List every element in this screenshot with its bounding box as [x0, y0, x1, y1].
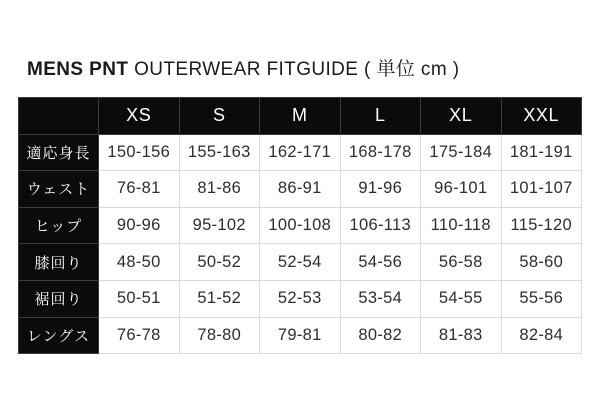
- size-table-head-row: [19, 98, 582, 135]
- size-table-body: [19, 134, 582, 354]
- table-row: [19, 244, 582, 281]
- size-value-cell: 155-163: [179, 134, 260, 171]
- size-value-cell: 54-56: [340, 244, 421, 281]
- size-guide-table: [18, 97, 582, 354]
- column-header-m: M: [260, 98, 341, 135]
- row-label: 適応身長: [19, 134, 99, 171]
- size-value-cell: 115-120: [501, 207, 582, 244]
- size-value-cell: 82-84: [501, 317, 582, 354]
- row-label: レングス: [19, 317, 99, 354]
- size-value-cell: 81-86: [179, 171, 260, 208]
- size-value-cell: 162-171: [260, 134, 341, 171]
- size-value-cell: 52-54: [260, 244, 341, 281]
- page-title: [27, 59, 459, 81]
- table-row: [19, 171, 582, 208]
- size-value-cell: 106-113: [340, 207, 421, 244]
- column-header-xl: XL: [421, 98, 502, 135]
- size-value-cell: 51-52: [179, 280, 260, 317]
- table-row: [19, 207, 582, 244]
- column-header-l: L: [340, 98, 421, 135]
- size-value-cell: 95-102: [179, 207, 260, 244]
- size-value-cell: 81-83: [421, 317, 502, 354]
- size-value-cell: 101-107: [501, 171, 582, 208]
- size-value-cell: 53-54: [340, 280, 421, 317]
- size-value-cell: 58-60: [501, 244, 582, 281]
- column-header-xs: XS: [99, 98, 180, 135]
- size-value-cell: 150-156: [99, 134, 180, 171]
- size-value-cell: 54-55: [421, 280, 502, 317]
- size-value-cell: 110-118: [421, 207, 502, 244]
- table-row: [19, 317, 582, 354]
- size-value-cell: 100-108: [260, 207, 341, 244]
- size-value-cell: 168-178: [340, 134, 421, 171]
- page-title-product: MENS PNT: [27, 59, 129, 80]
- table-row: [19, 280, 582, 317]
- column-header-xxl: XXL: [501, 98, 582, 135]
- row-label: ヒップ: [19, 207, 99, 244]
- row-label: ウェスト: [19, 171, 99, 208]
- size-value-cell: 76-78: [99, 317, 180, 354]
- size-value-cell: 76-81: [99, 171, 180, 208]
- size-value-cell: 48-50: [99, 244, 180, 281]
- size-value-cell: 96-101: [421, 171, 502, 208]
- table-corner-cell: [19, 98, 99, 135]
- row-label: 膝回り: [19, 244, 99, 281]
- size-value-cell: 52-53: [260, 280, 341, 317]
- size-value-cell: 175-184: [421, 134, 502, 171]
- size-value-cell: 55-56: [501, 280, 582, 317]
- size-value-cell: 79-81: [260, 317, 341, 354]
- size-value-cell: 90-96: [99, 207, 180, 244]
- table-row: [19, 134, 582, 171]
- size-value-cell: 91-96: [340, 171, 421, 208]
- page-title-descriptor: OUTERWEAR FITGUIDE ( 単位 cm ): [134, 59, 460, 80]
- size-value-cell: 56-58: [421, 244, 502, 281]
- size-value-cell: 86-91: [260, 171, 341, 208]
- size-value-cell: 181-191: [501, 134, 582, 171]
- row-label: 裾回り: [19, 280, 99, 317]
- size-value-cell: 78-80: [179, 317, 260, 354]
- size-value-cell: 80-82: [340, 317, 421, 354]
- size-value-cell: 50-51: [99, 280, 180, 317]
- column-header-s: S: [179, 98, 260, 135]
- size-value-cell: 50-52: [179, 244, 260, 281]
